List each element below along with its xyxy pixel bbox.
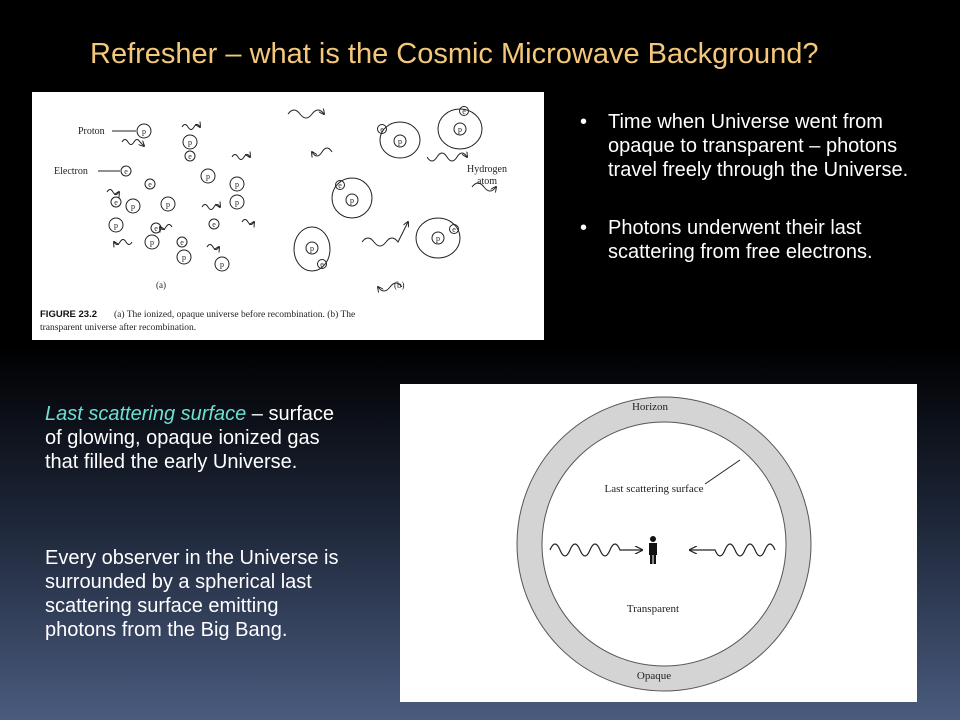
proton-label: Proton: [78, 126, 105, 137]
svg-text:p: p: [166, 200, 170, 209]
last-scattering-surface-label: Last scattering surface: [604, 483, 704, 495]
last-scattering-figure: [400, 384, 917, 702]
recombination-figure: [32, 92, 544, 340]
bullet-item: • Photons underwent their last scattering from free electrons.: [578, 216, 918, 264]
svg-text:p: p: [220, 260, 224, 269]
svg-text:p: p: [235, 198, 239, 207]
svg-text:p: p: [350, 196, 354, 205]
recombination-diagram: [32, 92, 544, 340]
bullet-item: • Time when Universe went from opaque to transparent – photons travel freely through the Universe.: [578, 110, 918, 182]
svg-text:e: e: [148, 180, 152, 189]
hydrogen-label-2: atom: [477, 176, 497, 187]
svg-text:p: p: [436, 234, 440, 243]
svg-text:e: e: [212, 220, 216, 229]
svg-text:e: e: [124, 167, 128, 176]
svg-text:p: p: [114, 221, 118, 230]
slide-title: Refresher – what is the Cosmic Microwave Background?: [90, 38, 819, 70]
svg-text:e: e: [180, 238, 184, 247]
svg-text:e: e: [462, 107, 466, 116]
svg-text:e: e: [188, 152, 192, 161]
transparent-label: Transparent: [626, 603, 680, 615]
panel-b-label: (b): [394, 280, 405, 290]
svg-text:p: p: [188, 138, 192, 147]
figure-caption-number: FIGURE 23.2: [40, 309, 98, 320]
svg-text:p: p: [150, 238, 154, 247]
svg-text:p: p: [458, 125, 462, 134]
electron-label: Electron: [54, 166, 88, 177]
svg-text:p: p: [182, 253, 186, 262]
panel-b-atoms: [294, 107, 482, 272]
last-scattering-definition: – surface of glowing, opaque ionized gas that filled the early Universe.: [45, 403, 335, 473]
panel-b-photons: [288, 110, 496, 291]
svg-text:p: p: [310, 244, 314, 253]
last-scattering-term: Last scattering surface: [45, 403, 247, 425]
svg-text:e: e: [380, 125, 384, 134]
panel-a-letters: [114, 127, 239, 269]
hydrogen-label-1: Hydrogen: [467, 164, 507, 175]
svg-text:e: e: [320, 260, 324, 269]
svg-text:e: e: [154, 224, 158, 233]
svg-text:p: p: [142, 127, 146, 136]
svg-text:p: p: [235, 180, 239, 189]
figure-caption-line2: transparent universe after recombination.: [40, 323, 197, 333]
svg-text:p: p: [206, 172, 210, 181]
horizon-label: Horizon: [631, 401, 669, 413]
svg-text:e: e: [338, 181, 342, 190]
svg-text:e: e: [114, 198, 118, 207]
last-scattering-paragraph: [45, 402, 355, 474]
panel-a-label: (a): [156, 280, 166, 290]
bullet-list: [578, 110, 918, 298]
panel-a-particles: [109, 124, 244, 271]
svg-text:p: p: [398, 137, 402, 146]
observer-paragraph: Every observer in the Universe is surrounded by a spherical last scattering surface emitting photons from the Big Bang.: [45, 547, 339, 641]
panel-a-photons: [107, 125, 254, 250]
last-scattering-diagram: [400, 384, 917, 702]
svg-text:p: p: [131, 202, 135, 211]
svg-text:e: e: [452, 225, 456, 234]
opaque-label: Opaque: [636, 670, 672, 682]
panel-b-letters: [310, 107, 466, 269]
figure-caption-line1: (a) The ionized, opaque universe before recombination. (b) The: [114, 310, 356, 320]
